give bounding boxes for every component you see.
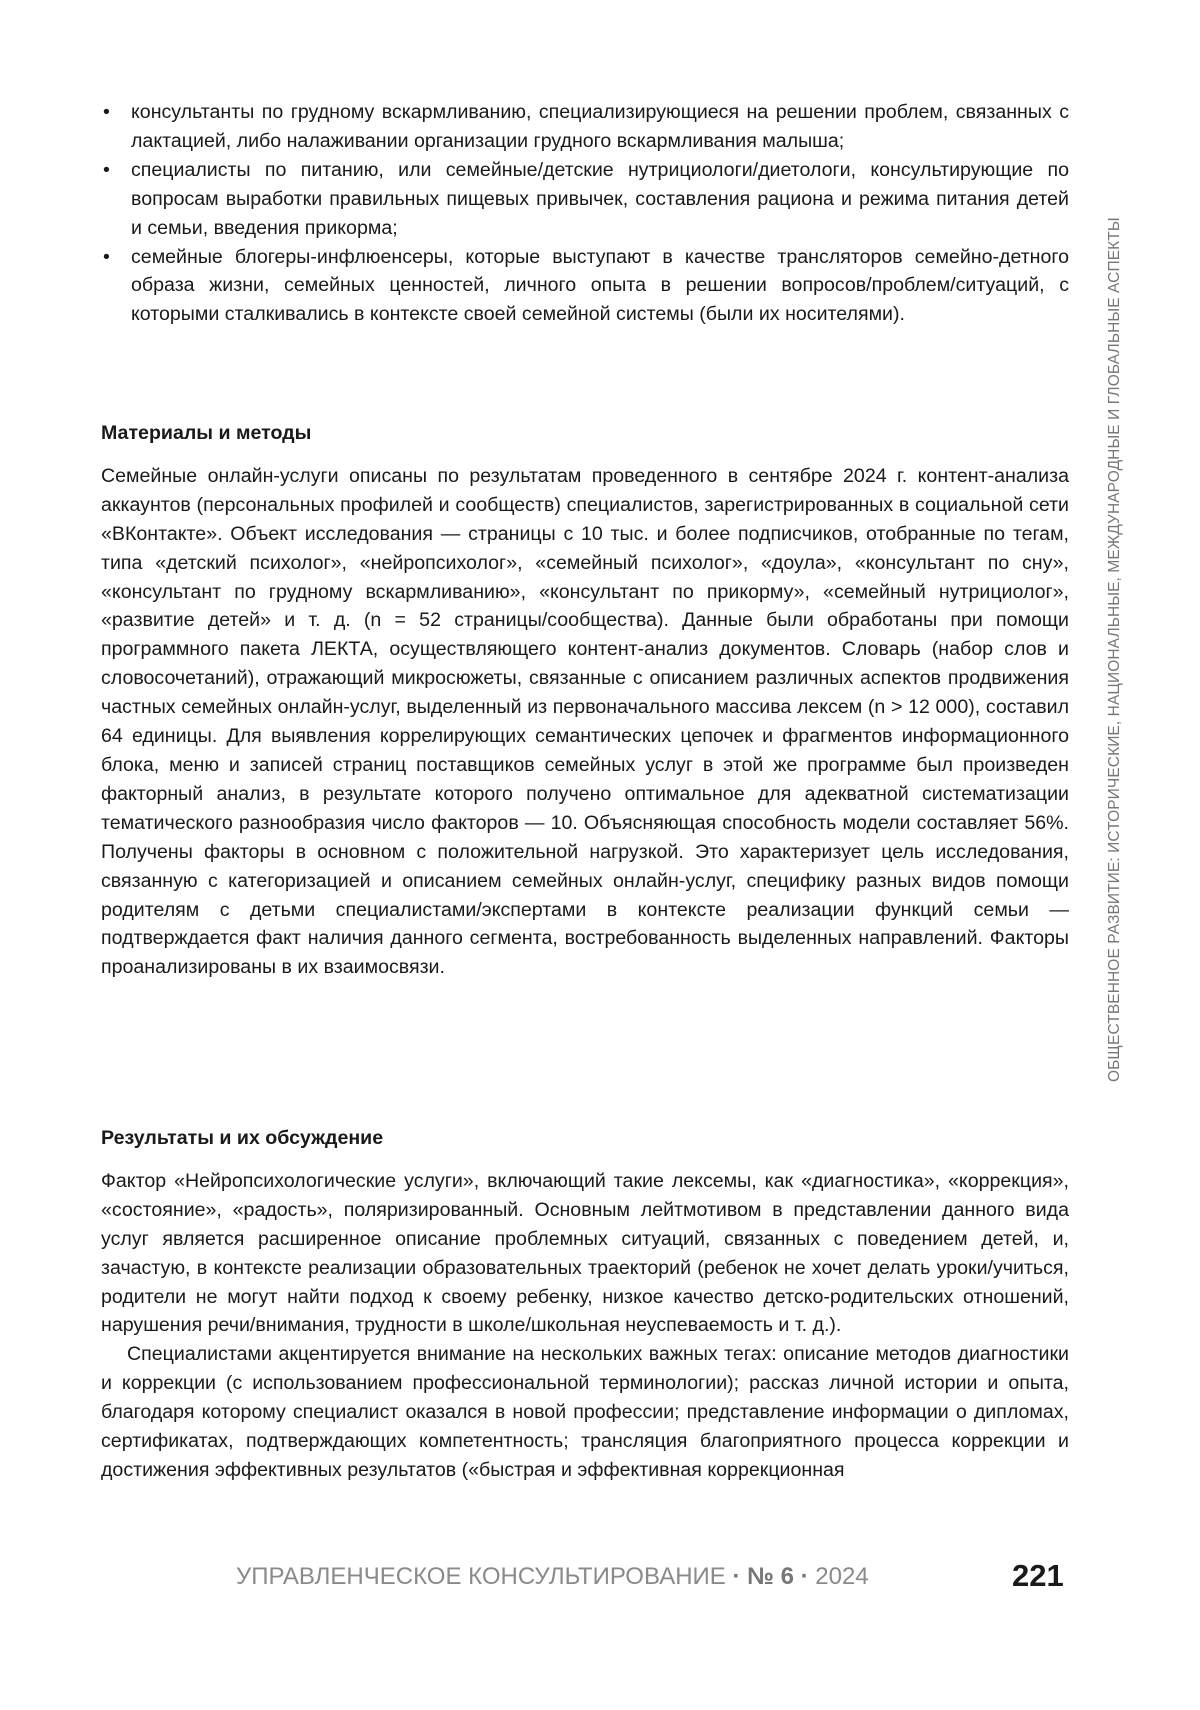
section-heading: Результаты и их обсуждение	[101, 1124, 1069, 1153]
separator: ·	[801, 1563, 809, 1590]
list-item	[101, 98, 1069, 156]
issue-year: 2024	[815, 1563, 868, 1590]
bullet-icon: •	[103, 156, 110, 185]
paragraph: Специалистами акцентируется внимание на нескольких важных тегах: описание методов диагностики и коррекции (с использованием профессиональной терминологии); рассказ личной истории и опыта, благодаря которому специалист оказался в новой профессии; представление информации о дипломах, сертификатах, подтверждающих компетентность; трансляция благоприятного процесса коррекции и достижения эффективных результатов («быстрая и эффективная коррекционная	[101, 1340, 1069, 1485]
bullet-icon: •	[103, 98, 110, 127]
section-methods	[101, 419, 1069, 982]
separator: ·	[732, 1563, 740, 1590]
section-heading: Материалы и методы	[101, 419, 1069, 448]
list-item	[101, 243, 1069, 330]
running-side-title: ОБЩЕСТВЕННОЕ РАЗВИТИЕ: ИСТОРИЧЕСКИЕ, НАЦИОНАЛЬНЫЕ, МЕЖДУНАРОДНЫЕ И ГЛОБАЛЬНЫЕ АСПЕКТЫ	[1106, 96, 1124, 1082]
bullet-icon: •	[103, 243, 110, 272]
footer-journal	[236, 1563, 869, 1591]
list-item-text: консультанты по грудному вскармливанию, специализирующиеся на решении проблем, связанных с лактацией, либо налаживании организации грудного вскармливания малыша;	[131, 101, 1069, 152]
paragraph: Семейные онлайн-услуги описаны по результатам проведенного в сентябре 2024 г. контент-анализа аккаунтов (персональных профилей и сообществ) специалистов, зарегистрированных в социальной сети «ВКонтакте». Объект исследования — страницы с 10 тыс. и более подписчиков, отобранные по тегам, типа «детский психолог», «нейропсихолог», «семейный психолог», «доула», «консультант по сну», «консультант по грудному вскармливанию», «консультант по прикорму», «семейный нутрициолог», «развитие детей» и т. д. (n = 52 страницы/сообщества). Данные были обработаны при помощи программного пакета ЛЕКТА, осуществляющего контент-анализ документов. Словарь (набор слов и словосочетаний), отражающий микросюжеты, связанные с описанием различных аспектов продвижения частных семейных онлайн-услуг, выделенный из первоначального массива лексем (n > 12 000), составил 64 единицы. Для выявления коррелирующих семантических цепочек и фрагментов информационного блока, меню и записей страниц поставщиков семейных услуг в этой же программе был произведен факторный анализ, в результате которого получено оптимальное для адекватной систематизации тематического разнообразия число факторов — 10. Объясняющая способность модели составляет 56%. Получены факторы в основном с положительной нагрузкой. Это характеризует цель исследования, связанную с категоризацией и описанием семейных онлайн-услуг, специфику разных видов помощи родителям с детьми специалистами/экспертами в контексте реализации функций семьи — подтверждается факт наличия данного сегмента, востребованность выделенных направлений. Факторы проанализированы в их взаимосвязи.	[101, 462, 1069, 982]
list-item-text: семейные блогеры-инфлюенсеры, которые выступают в качестве трансляторов семейно-детного образа жизни, семейных ценностей, личного опыта в решении вопросов/проблем/ситуаций, с которыми сталкивались в контексте своей семейной системы (были их носителями).	[131, 246, 1069, 326]
paragraph: Фактор «Нейропсихологические услуги», включающий такие лексемы, как «диагностика», «коррекция», «состояние», «радость», поляризированный. Основным лейтмотивом в представлении данного вида услуг является расширенное описание проблемных ситуаций, связанных с поведением детей, и, зачастую, в контексте реализации образовательных траекторий (ребенок не хочет делать уроки/учиться, родители не могут найти подход к своему ребенку, низкое качество детско-родительских отношений, нарушения речи/внимания, трудности в школе/школьная неуспеваемость и т. д.).	[101, 1167, 1069, 1340]
page-number: 221	[1012, 1558, 1064, 1594]
issue-number: № 6	[747, 1563, 794, 1590]
bullet-list	[101, 98, 1069, 329]
list-item	[101, 156, 1069, 243]
list-item-text: специалисты по питанию, или семейные/детские нутрициологи/диетологи, консультирующие по вопросам выработки правильных пищевых привычек, составления рациона и режима питания детей и семьи, введения прикорма;	[131, 159, 1069, 239]
section-results	[101, 1124, 1069, 1485]
journal-name: УПРАВЛЕНЧЕСКОЕ КОНСУЛЬТИРОВАНИЕ	[236, 1563, 726, 1590]
